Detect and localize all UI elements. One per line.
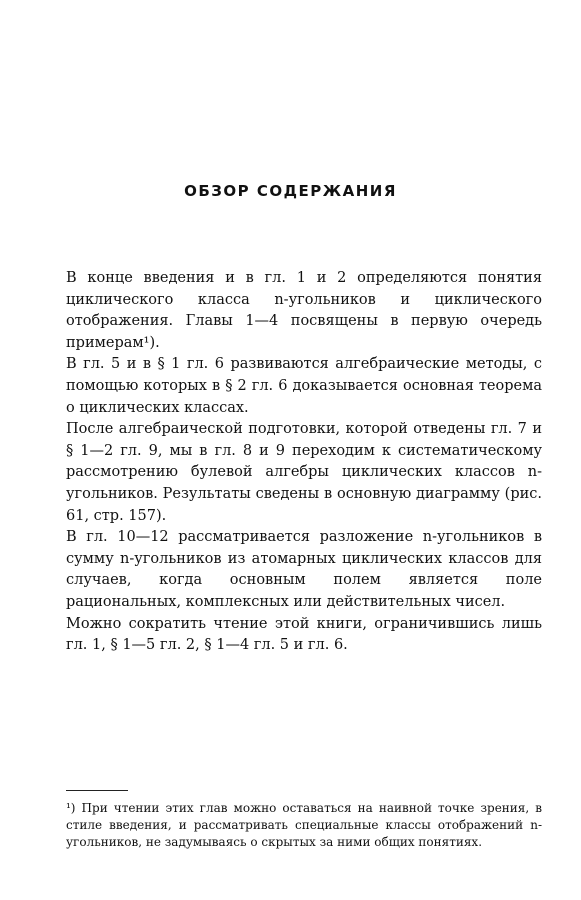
body-text — [66, 268, 542, 657]
paragraph-1: В конце введения и в гл. 1 и 2 определяются понятия циклического класса n-угольников и циклического отображения. Главы 1—4 посвящены в первую очередь примерам¹). — [66, 270, 542, 351]
footnote-divider — [66, 790, 128, 791]
paragraph-2: В гл. 5 и в § 1 гл. 6 развиваются алгебраические методы, с помощью которых в § 2 гл. 6 доказывается основная теорема о циклических классах. — [66, 356, 542, 416]
page-title: ОБЗОР СОДЕРЖАНИЯ — [184, 182, 397, 200]
footnote: ¹) При чтении этих глав можно оставаться на наивной точке зрения, в стиле введения, и рассматривать специальные классы отображений n-угольников, не задумываясь о скрытых за ними общих понятиях. — [66, 801, 542, 849]
paragraph-5: Можно сократить чтение этой книги, ограничившись лишь гл. 1, § 1—5 гл. 2, § 1—4 гл. 5 и гл. 6. — [66, 615, 542, 654]
paragraph-3: После алгебраической подготовки, которой отведены гл. 7 и § 1—2 гл. 9, мы в гл. 8 и 9 переходим к систематическому рассмотрению булевой алгебры циклических классов n-угольников. Результаты сведены в основную диаграмму (рис. 61, стр. 157). — [66, 421, 542, 524]
paragraph-4: В гл. 10—12 рассматривается разложение n-угольников в сумму n-угольников из атомарных циклических классов для случаев, когда основным полем является поле рациональных, комплексных или действительных чисел. — [66, 529, 542, 610]
